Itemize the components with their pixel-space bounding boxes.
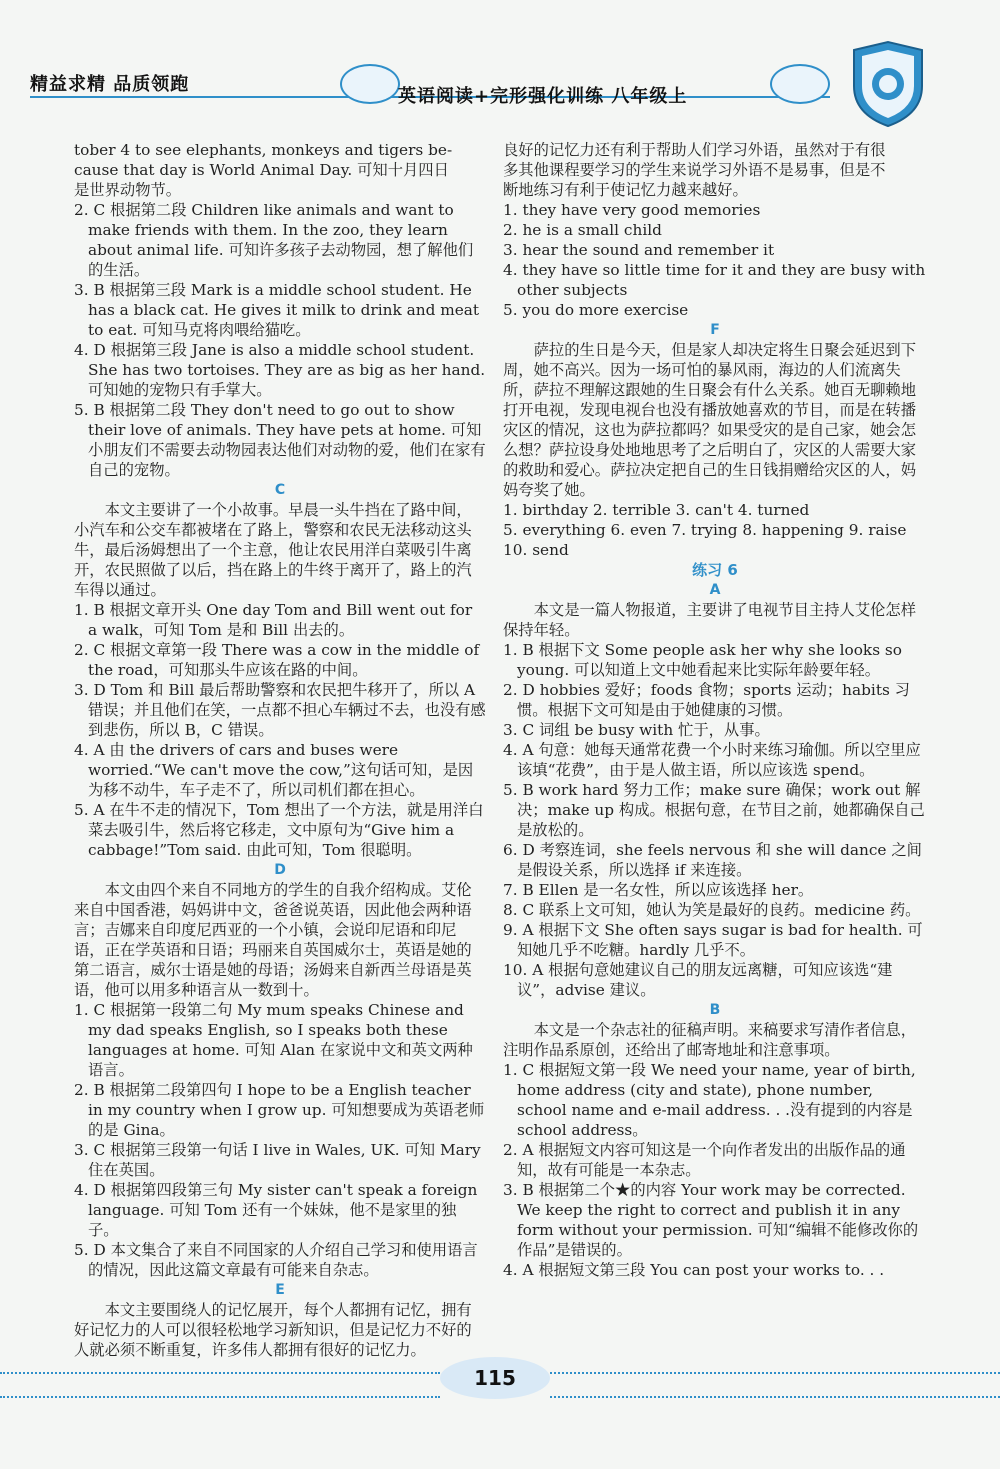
- answer-item: 8. C 联系上文可知，她认为笑是最好的良药。medicine 药。: [503, 901, 921, 919]
- text-line: cause that day is World Animal Day. 可知十月四日: [74, 161, 449, 179]
- section-heading: D: [274, 862, 286, 878]
- answer-item: 5. D 本文集合了来自不同国家的人介绍自己学习和使用语言的情况，因此这篇文章最有可能来自杂志。: [74, 1241, 478, 1279]
- answer-item: 4. D 根据第四段第三句 My sister can't speak a foreign language. 可知 Tom 还有一个妹妹，他不是家里的独子。: [74, 1181, 478, 1239]
- footer-border-right: [550, 1372, 1000, 1398]
- answer-item: 5. B work hard 努力工作；make sure 确保；work out 解决；make up 构成。根据句意，在节目之前，她都确保自己是放松的。: [503, 781, 925, 839]
- answer-item: 7. B Ellen 是一名女性，所以应该选择 her。: [503, 881, 814, 899]
- answer-item: 4. A 根据短文第三段 You can post your works to. . .: [503, 1261, 885, 1279]
- summary-paragraph: 本文主要围绕人的记忆展开，每个人都拥有记忆，拥有好记忆力的人可以很轻松地学习新知识，但是记忆力不好的人就必须不断重复，许多伟人都拥有很好的记忆力。: [74, 1301, 472, 1359]
- answer-item: 1. they have very good memories: [503, 201, 761, 219]
- header-title: 英语阅读+完形强化训练 八年级上: [398, 86, 688, 107]
- text-line: tober 4 to see elephants, monkeys and tigers be-: [74, 141, 453, 159]
- summary-paragraph: 本文主要讲了一个小故事。早晨一头牛挡在了路中间，小汽车和公交车都被堵在了路上，警察和农民无法移动这头牛，最后汤姆想出了一个主意，他让农民用洋白菜吸引牛离开，农民照做了以后，挡在路上的牛终于离开了，路上的汽车得以通过。: [74, 501, 472, 599]
- text-line: 是世界动物节。: [74, 181, 182, 199]
- summary-paragraph: 本文由四个来自不同地方的学生的自我介绍构成。艾伦来自中国香港，妈妈讲中文，爸爸说英语，因此他会两种语言；吉娜来自印度尼西亚的一个小镇，会说印尼语和印尼语，正在学英语和日语；玛丽来自英国威尔士，英语是她的第二语言，威尔士语是她的母语；汤姆来自新西兰母语是英语，他可以用多种语言从一数到十。: [74, 881, 472, 999]
- answer-item: 3. B 根据第三段 Mark is a middle school student. He has a black cat. He gives it milk to drink and meat to eat. 可知马克将肉喂给猫吃。: [74, 281, 480, 339]
- text-line: 多其他课程要学习的学生来说学习外语不是易事，但是不: [503, 161, 886, 179]
- footer-border-left: [0, 1372, 440, 1398]
- answer-item: 2. A 根据短文内容可知这是一个向作者发出的出版作品的通知，故有可能是一本杂志。: [503, 1141, 906, 1179]
- answer-item: 5. B 根据第二段 They don't need to go out to show their love of animals. They have pets at home. 可知小朋友们不需要去动物园表达他们对动物的爱，他们在家有自己的宠物。: [74, 401, 486, 479]
- answer-item: 1. B 根据下文 Some people ask her why she looks so young. 可以知道上文中她看起来比实际年龄要年轻。: [503, 641, 902, 679]
- answer-item: 4. A 由 the drivers of cars and buses were worried.“We can't move the cow,”这句话可知，是因为移不动牛，车子走不了，所以司机们都在担心。: [74, 741, 474, 799]
- answer-item: 3. hear the sound and remember it: [503, 241, 775, 259]
- text-line: 断地练习有利于使记忆力越来越好。: [503, 181, 748, 199]
- summary-paragraph: 本文是一个杂志社的征稿声明。来稿要求写清作者信息，注明作品系原创，还给出了邮寄地址和注意事项。: [503, 1021, 917, 1059]
- answer-item: 9. A 根据下文 She often says sugar is bad for health. 可知她几乎不吃糖。hardly 几乎不。: [503, 921, 923, 959]
- shield-badge-icon: [848, 40, 928, 128]
- answer-item: 1. C 根据短文第一段 We need your name, year of birth, home address (city and state), phone number, school name and e-mail address. . .没有提到的内容是 school address。: [503, 1061, 916, 1139]
- section-heading: B: [709, 1002, 721, 1018]
- section-heading: E: [275, 1282, 285, 1298]
- header-cloud-decoration: [340, 64, 400, 104]
- answer-item: 2. D hobbies 爱好；foods 食物；sports 运动；habits 习惯。根据下文可知是由于她健康的习惯。: [503, 681, 910, 719]
- text-line: 1. birthday 2. terrible 3. can't 4. turned: [503, 501, 810, 519]
- summary-paragraph: 本文是一篇人物报道，主要讲了电视节目主持人艾伦怎样保持年轻。: [503, 601, 917, 639]
- text-line: 良好的记忆力还有利于帮助人们学习外语，虽然对于有很: [503, 141, 886, 159]
- answer-item: 2. he is a small child: [503, 221, 662, 239]
- page-header: [0, 0, 1000, 130]
- right-column: [503, 140, 927, 1280]
- text-line: 5. everything 6. even 7. trying 8. happening 9. raise: [503, 521, 907, 539]
- answer-item: 3. B 根据第二个★的内容 Your work may be corrected. We keep the right to correct and publish it in any form without your permission. 可知“编辑不能修改你的作品”是错误的。: [503, 1181, 919, 1259]
- section-heading: A: [709, 582, 721, 598]
- text-line: 10. send: [503, 541, 569, 559]
- answer-item: 3. C 词组 be busy with 忙于，从事。: [503, 721, 770, 739]
- answer-item: 2. C 根据文章第一段 There was a cow in the middle of the road，可知那头牛应该在路的中间。: [74, 641, 480, 679]
- answer-item: 10. A 根据句意她建议自己的朋友远离糖，可知应该选“建议”，advise 建议。: [503, 961, 893, 999]
- left-column: [74, 140, 486, 1360]
- answer-item: 2. B 根据第二段第四句 I hope to be a English teacher in my country when I grow up. 可知想要成为英语老师的是 Gina。: [74, 1081, 485, 1139]
- summary-paragraph: 萨拉的生日是今天，但是家人却决定将生日聚会延迟到下周，她不高兴。因为一场可怕的暴风雨，海边的人们流离失所，萨拉不理解这跟她的生日聚会有什么关系。她百无聊赖地打开电视，发现电视台也没有播放她喜欢的节目，而是在转播灾区的情况，这也为萨拉都吗？如果受灾的是自己家，她会怎么想？萨拉设身处地地思考了之后明白了，灾区的人需要大家的救助和爱心。萨拉决定把自己的生日钱捐赠给灾区的人，妈妈夸奖了她。: [503, 341, 917, 499]
- answer-item: 1. B 根据文章开头 One day Tom and Bill went out for a walk，可知 Tom 是和 Bill 出去的。: [74, 601, 473, 639]
- answer-item: 3. C 根据第三段第一句话 I live in Wales, UK. 可知 Mary 住在英国。: [74, 1141, 481, 1179]
- answer-item: 2. C 根据第二段 Children like animals and want to make friends with them. In the zoo, they learn about animal life. 可知许多孩子去动物园，想了解他们的生活。: [74, 201, 474, 279]
- answer-item: 4. they have so little time for it and they are busy with other subjects: [503, 261, 926, 299]
- page-number: 115: [440, 1357, 550, 1399]
- answer-item: 3. D Tom 和 Bill 最后帮助警察和农民把牛移开了，所以 A 错误；并且他们在笑，一点都不担心车辆过不去，也没有感到悲伤，所以 B，C 错误。: [74, 681, 486, 739]
- section-heading: 练习 6: [692, 561, 738, 579]
- answer-item: 4. D 根据第三段 Jane is also a middle school student. She has two tortoises. They are as big as her hand. 可知她的宠物只有手掌大。: [74, 341, 486, 399]
- answer-item: 1. C 根据第一段第二句 My mum speaks Chinese and my dad speaks English, so I speaks both these languages at home. 可知 Alan 在家说中文和英文两种语言。: [74, 1001, 473, 1079]
- header-slogan: 精益求精 品质领跑: [30, 74, 190, 95]
- section-heading: C: [274, 482, 286, 498]
- answer-item: 5. A 在牛不走的情况下，Tom 想出了一个方法，就是用洋白菜去吸引牛，然后将它移走，文中原句为“Give him a cabbage!”Tom said. 由此可知，Tom 很聪明。: [74, 801, 484, 859]
- answer-item: 6. D 考察连词，she feels nervous 和 she will dance 之间是假设关系，所以选择 if 来连接。: [503, 841, 922, 879]
- header-cloud-decoration: [770, 64, 830, 104]
- answer-item: 5. you do more exercise: [503, 301, 689, 319]
- answer-item: 4. A 句意：她每天通常花费一个小时来练习瑜伽。所以空里应该填“花费”，由于是人做主语，所以应该选 spend。: [503, 741, 921, 779]
- section-heading: F: [710, 322, 720, 338]
